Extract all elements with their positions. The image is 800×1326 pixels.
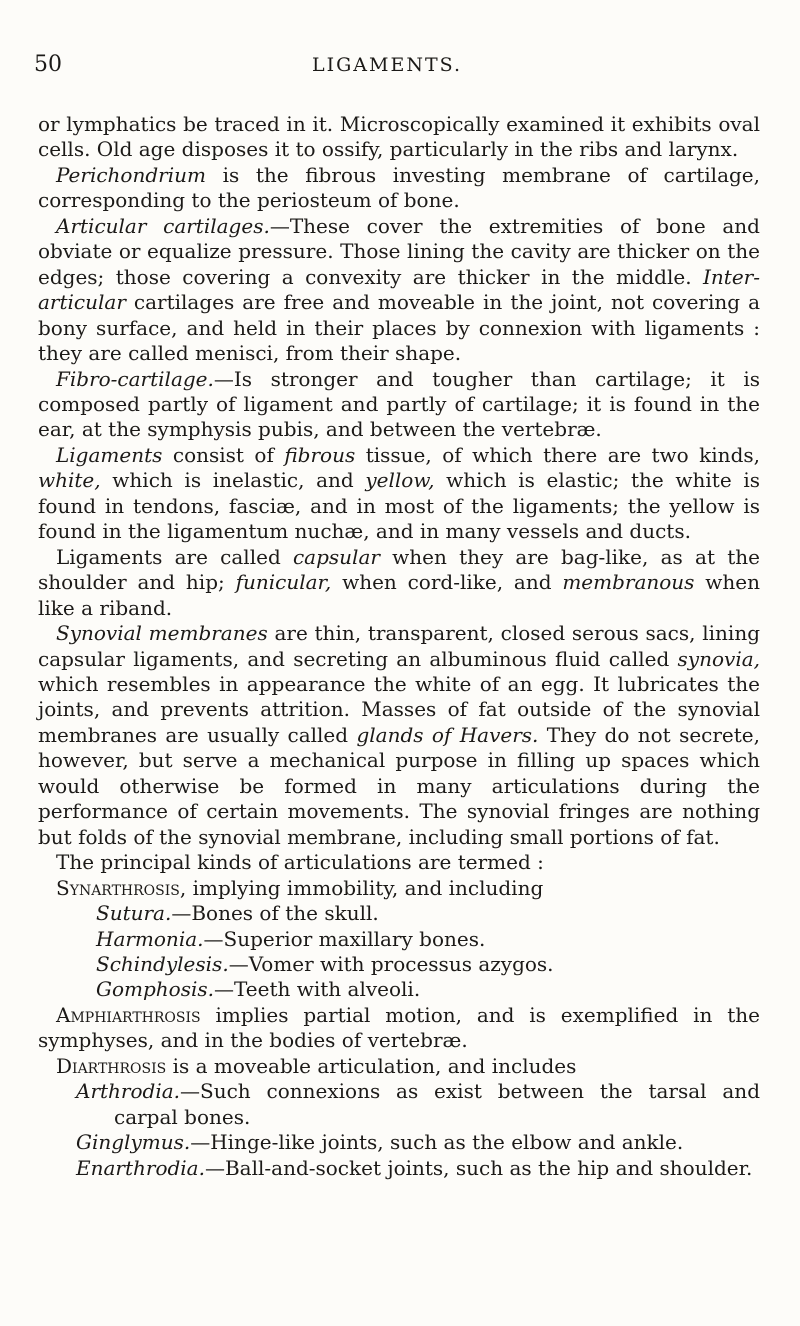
term-ligaments: Ligaments (56, 442, 163, 467)
paragraph-fibro-cartilage: Fibro-cartilage.—Is stronger and tougher than cartilage; it is composed partly of ligament and partly of cartilage; it is found in the ear, at the symphysis pubis, and between the vertebræ. (38, 366, 760, 442)
list-item: Schindylesis.—Vomer with processus azygos. (96, 951, 554, 976)
paragraph-ligaments: Ligaments consist of fibrous tissue, of which there are two kinds, white, which is inelastic, and yellow, which is elastic; the white is found in tendons, fasciæ, and in most of the ligaments; the yellow is found in the ligamentum nuchæ, and in many vessels and ducts. (38, 442, 760, 544)
term-articular-cartilages: Articular cartilages. (56, 213, 270, 238)
paragraph-articulations-intro: The principal kinds of articulations are termed : (56, 850, 544, 875)
paragraph-continuation: or lymphatics be traced in it. Microscopically examined it exhibits oval cells. Old age disposes it to ossify, particularly in the ribs and larynx. (38, 112, 760, 162)
term-amphiarthrosis: Amphiarthrosis (56, 1002, 201, 1027)
list-item: Enarthrodia.—Ball-and-socket joints, such as the hip and shoulder. (76, 1155, 753, 1180)
paragraph-synovial-membranes: Synovial membranes are thin, transparent, closed serous sacs, lining capsular ligaments, and secreting an albuminous fluid called synovia, which resembles in appearance the white of an egg. It lubricates the joints, and prevents attrition. Masses of fat outside of the synovial membranes are usually called glands of Havers. They do not secrete, however, but serve a mechanical purpose in filling up spaces which would otherwise be formed in many articulations during the performance of certain movements. The synovial fringes are nothing but folds of the synovial membrane, including small portions of fat. (38, 621, 761, 849)
term-synarthrosis: Synarthrosis, (56, 875, 187, 900)
term-diarthrosis: Diarthrosis (56, 1053, 167, 1078)
paragraph-perichondrium: Perichondrium is the fibrous investing membrane of cartilage, corresponding to the periosteum of bone. (38, 162, 760, 213)
list-item: Gomphosis.—Teeth with alveoli. (96, 977, 421, 1002)
paragraph-amphiarthrosis: Amphiarthrosis implies partial motion, and is exemplified in the symphyses, and in the bodies of vertebræ. (38, 1002, 760, 1053)
body-text (38, 112, 760, 1181)
term-inter-articular: Inter-articular (38, 264, 760, 315)
paragraph-articular-cartilages: Articular cartilages.—These cover the extremities of bone and obviate or equalize pressure. Those lining the cavity are thicker on the edges; those covering a convexity are thicker in the middle. Inter-articular cartilages are free and moveable in the joint, not covering a bony surface, and held in their places by connexion with ligaments : they are called menisci, from their shape. (38, 213, 760, 366)
term-fibro-cartilage: Fibro-cartilage. (56, 366, 214, 391)
page-number: 50 (34, 52, 62, 77)
paragraph-diarthrosis: Diarthrosis is a moveable articulation, and includes (56, 1053, 577, 1078)
term-synovial-membranes: Synovial membranes (56, 621, 268, 646)
list-item: Arthrodia.—Such connexions as exist between the tarsal and carpal bones. (76, 1079, 760, 1129)
running-head: LIGAMENTS. (311, 54, 463, 76)
list-item: Harmonia.—Superior maxillary bones. (96, 926, 486, 951)
paragraph-ligament-types: Ligaments are called capsular when they are bag-like, as at the shoulder and hip; funicular, when cord-like, and membranous when like a riband. (38, 544, 760, 620)
term-perichondrium: Perichondrium (56, 162, 206, 187)
list-item: Sutura.—Bones of the skull. (96, 901, 379, 926)
paragraph-synarthrosis: Synarthrosis, implying immobility, and including (56, 875, 544, 900)
list-item: Ginglymus.—Hinge-like joints, such as the elbow and ankle. (76, 1130, 684, 1155)
page-header (34, 52, 740, 82)
